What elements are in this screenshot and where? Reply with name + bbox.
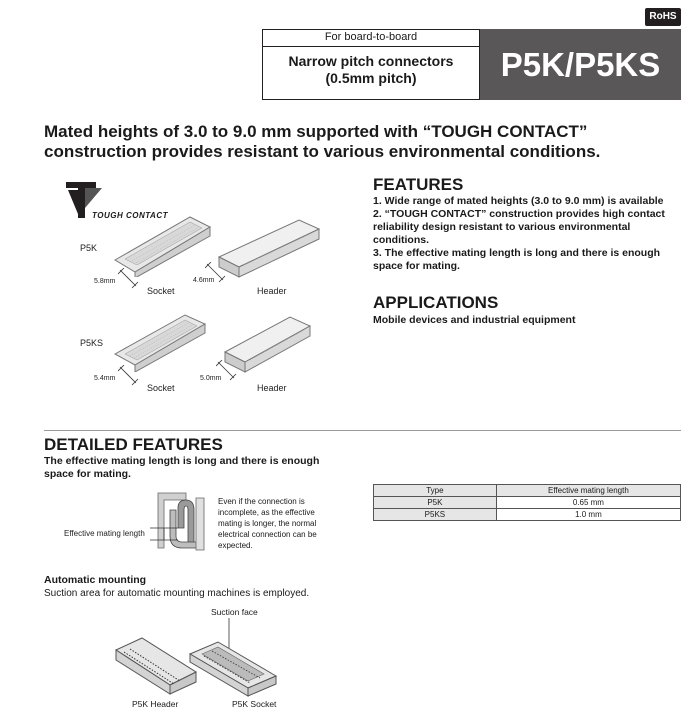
section-divider [44, 430, 681, 431]
mating-note-line: expected. [218, 541, 253, 550]
product-name: P5K/P5KS [480, 29, 681, 100]
header-title-line2: (0.5mm pitch) [325, 70, 417, 86]
dim-arrow-p5k-socket [118, 268, 140, 290]
dim-p5k-socket: 5.8mm [94, 278, 116, 285]
table-cell-length: 1.0 mm [496, 509, 680, 521]
feature-item: 3. The effective mating length is long and there is enough space for mating. [373, 247, 661, 272]
rohs-badge: RoHS [645, 8, 681, 26]
dim-p5ks-socket: 5.4mm [94, 375, 116, 382]
header-subtitle: For board-to-board [324, 31, 418, 43]
mating-note-line: mating is longer, the normal [218, 519, 317, 528]
table-header-row [374, 485, 681, 497]
mating-note [218, 496, 333, 551]
table-header-length: Effective mating length [496, 485, 680, 497]
dim-arrow-p5ks-header [216, 360, 238, 382]
p5k-socket-label: Socket [147, 286, 175, 296]
detailed-subtitle-line1: The effective mating length is long and there is enough [44, 455, 320, 467]
mating-length-table [373, 484, 681, 521]
applications-text: Mobile devices and industrial equipment [373, 314, 576, 326]
dim-p5k-header: 4.6mm [193, 277, 215, 284]
features-title: FEATURES [373, 175, 464, 194]
p5k-label: P5K [80, 243, 98, 253]
mating-note-line: incomplete, as the effective [218, 508, 315, 517]
features-list [373, 195, 681, 273]
automatic-mounting-text: Suction area for automatic mounting machines is employed. [44, 588, 310, 599]
headline-line2: construction provides resistant to various environmental conditions. [44, 142, 601, 161]
detailed-subtitle-line2: space for mating. [44, 468, 131, 480]
feature-item: 1. Wide range of mated heights (3.0 to 9.0 mm) is available [373, 195, 664, 207]
logo-text: TOUGH CONTACT [92, 211, 168, 220]
mating-note-line: Even if the connection is [218, 497, 305, 506]
headline-line1: Mated heights of 3.0 to 9.0 mm supported with “TOUGH CONTACT” [44, 122, 588, 141]
table-row [374, 497, 681, 509]
p5k-header-image [214, 215, 324, 280]
feature-item: 2. “TOUGH CONTACT” construction provides high contact reliability design resistant to various environmental conditions. [373, 208, 665, 246]
table-header-type: Type [374, 485, 497, 497]
mating-note-line: electrical connection can be [218, 530, 317, 539]
header-title [262, 53, 480, 87]
p5ks-socket-image [110, 310, 210, 372]
table-cell-type: P5K [374, 497, 497, 509]
automatic-mounting-title: Automatic mounting [44, 574, 147, 586]
table-cell-length: 0.65 mm [496, 497, 680, 509]
detailed-subtitle [44, 455, 344, 481]
headline [44, 122, 644, 162]
p5ks-socket-label: Socket [147, 383, 175, 393]
p5k-socket-caption: P5K Socket [232, 699, 277, 709]
dim-arrow-p5ks-socket [118, 365, 140, 387]
p5ks-label: P5KS [80, 338, 104, 348]
p5k-header-caption: P5K Header [132, 699, 179, 709]
table-row [374, 509, 681, 521]
detailed-features-title: DETAILED FEATURES [44, 435, 223, 454]
p5k-socket-mounting-image [186, 636, 278, 698]
header-divider [262, 46, 480, 47]
header-title-line1: Narrow pitch connectors [288, 53, 454, 69]
dim-arrow-p5k-header [205, 262, 227, 284]
p5k-header-label: Header [257, 286, 287, 296]
suction-face-label: Suction face [211, 607, 258, 617]
p5ks-header-label: Header [257, 383, 287, 393]
dim-p5ks-header: 5.0mm [200, 375, 222, 382]
applications-title: APPLICATIONS [373, 293, 499, 312]
effective-mating-length-label: Effective mating length [64, 529, 145, 538]
table-cell-type: P5KS [374, 509, 497, 521]
mating-length-dimension [150, 522, 180, 544]
